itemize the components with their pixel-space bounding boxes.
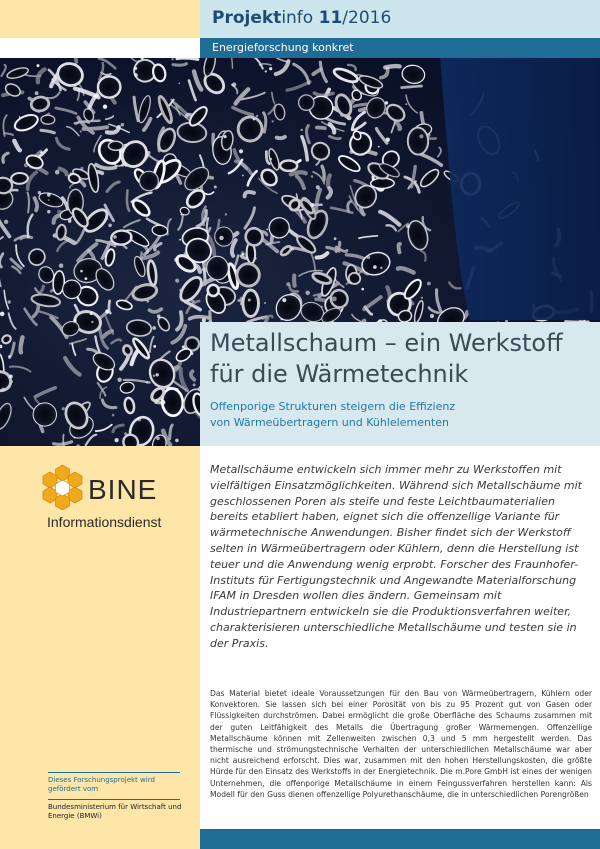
publication-title: Projektinfo 11/2016 — [212, 8, 392, 28]
footer-band — [200, 829, 600, 849]
left-column-bottom — [0, 829, 200, 849]
bine-logo-name: BINE — [88, 474, 158, 505]
article-title — [210, 328, 595, 390]
section-label: Energieforschung konkret — [212, 41, 354, 54]
article-title-line-2: für die Wärmetechnik — [210, 360, 469, 388]
bine-logo-subtitle: Informationsdienst — [47, 514, 162, 530]
left-column-top — [0, 0, 200, 38]
body-paragraph: Das Material bietet ideale Voraussetzungen für den Bau von Wärmeübertragern, Kühlern oder Konvektoren. Sie lassen sich bei einer Porosität von bis zu 95 Prozent gut von Gasen oder Flüssigkeiten durchströmen. Dabei ermöglicht die große Oberfläche des Schaums zusammen mit der guten Leitfähigkeit des Metalls die Übertragung großer Wärmemengen. Offenzellige Metallschäume können mit Zellenweiten zwischen 0,3 und 5 mm hergestellt werden. Das thermische und strömungstechnische Verhalten der unterschiedlichen Metallschäume war aber nicht ausreichend erforscht. Dies war, zusammen mit den hohen Herstellungskosten, die größte Hürde für den Einsatz des Werkstoffs in der Energietechnik. Die m.Pore GmbH ist eines der wenigen Unternehmen, die offenporige Metallschäume in einem Feingussverfahren herstellen kann: Als Modell für den Guss dienen offenzellige Polyurethanschäume, die in unterschiedlichen Porengrößen — [210, 689, 592, 799]
lead-paragraph: Metallschäume entwickeln sich immer mehr zu Werkstoffen mit vielfältigen Einsatzmöglichkeiten. Während sich Metallschäume mit geschlossenen Poren als steife und feste Leichtbaumaterialien bereits etabliert haben, eignet sich die offenzellige Variante für wärmetechnische Anwendungen. Bisher findet sich der Werkstoff selten in Wärmeübertragern oder Kühlern, denn die Herstellung ist teuer und die Anwendung wenig erprobt. Forscher des Fraunhofer-Instituts für Fertigungstechnik und Angewandte Materialforschung IFAM in Dresden wollen dies ändern. Gemeinsam mit Industriepartnern entwickeln sie die Produktionsverfahren weiter, charakterisieren unterschiedliche Metallschäume und testen sie in der Praxis. — [210, 463, 582, 650]
article-subtitle-line-2: von Wärmeübertragern und Kühlelementen — [210, 416, 449, 429]
divider — [48, 772, 180, 773]
sponsor-name: Bundesministerium für Wirtschaft und Energie (BMWi) — [48, 803, 182, 820]
sponsor-label: Dieses Forschungsprojekt wird gefördert vom — [48, 776, 155, 793]
article-subtitle-line-1: Offenporige Strukturen steigern die Effizienz — [210, 400, 456, 413]
article-subtitle — [210, 399, 595, 431]
divider — [48, 799, 180, 800]
bine-hexagon-logo-icon — [40, 462, 85, 510]
article-title-line-1: Metallschaum – ein Werkstoff — [210, 329, 563, 357]
